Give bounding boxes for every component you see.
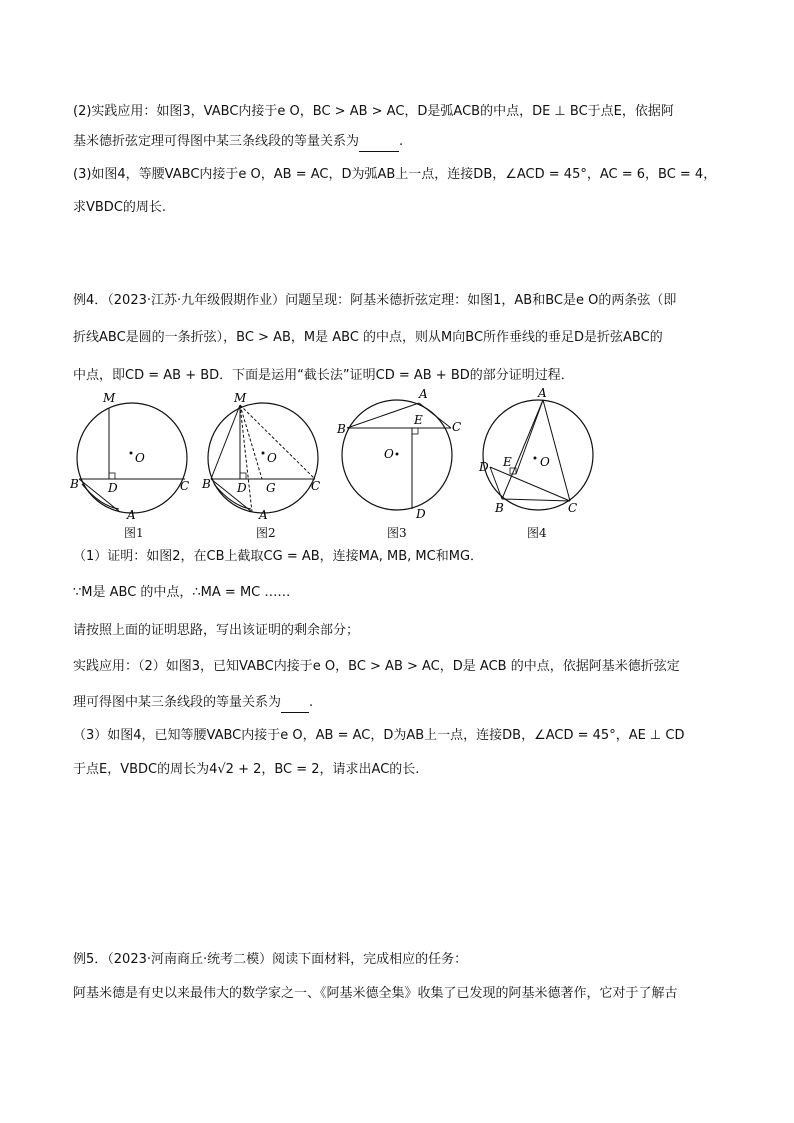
fig3-label-o: O bbox=[384, 447, 394, 461]
example4-practice-line1: 实践应用：（2）如图3，已知VABC内接于e O，BC > AB > AC，D是 ACB 的中点，依据阿基米德折弦定 bbox=[73, 659, 680, 674]
example5-line2: 阿基米德是有史以来最伟大的数学家之一、《阿基米德全集》收集了已发现的阿基米德著作，它对于了解古 bbox=[73, 986, 678, 1001]
fig2-label-g: G bbox=[266, 481, 276, 495]
example4-line2: 折线ABC是圆的一条折弦），BC > AB，M是 ABC 的中点，则从M向BC所作垂线的垂足D是折弦ABC的 bbox=[73, 330, 663, 345]
fig1-label-d: D bbox=[108, 481, 118, 495]
example4-proof-line1: （1）证明：如图2，在CB上截取CG = AB，连接MA, MB, MC和MG． bbox=[73, 549, 484, 564]
example5-line1: 例5．（2023·河南商丘·统考二模）阅读下面材料，完成相应的任务： bbox=[73, 952, 468, 967]
block1-line3: (3)如图4，等腰VABC内接于e O，AB = AC，D为弧AB上一点，连接DB，∠ACD = 45°，AC = 6，BC = 4， bbox=[73, 167, 717, 182]
answer-blank bbox=[359, 133, 399, 152]
fig1-label-b: B bbox=[70, 477, 79, 491]
fig3-label-b: B bbox=[337, 422, 346, 436]
fig3-label-c: C bbox=[452, 420, 462, 434]
example4-practice-line2-end: . bbox=[309, 695, 314, 710]
figure-2 bbox=[201, 391, 320, 522]
fig2-label-c: C bbox=[311, 479, 321, 493]
figures-row bbox=[70, 388, 710, 538]
fig4-label-e: E bbox=[503, 455, 512, 469]
fig3-caption: 图3 bbox=[387, 526, 407, 540]
example4-proof-line3: 请按照上面的证明思路，写出该证明的剩余部分； bbox=[73, 623, 360, 638]
block1-line2-text: 基米德折弦定理可得图中某三条线段的等量关系为 bbox=[73, 134, 360, 149]
fig2-label-d: D bbox=[237, 481, 247, 495]
example4-practice-line2-text: 理可得图中某三条线段的等量关系为 bbox=[73, 695, 282, 710]
example4-q3-line1: （3）如图4，已知等腰VABC内接于e O，AB = AC，D为AB上一点，连接DB，∠ACD = 45°，AE ⊥ CD bbox=[73, 728, 685, 743]
example4-practice-line2 bbox=[73, 694, 313, 713]
figure-3 bbox=[336, 388, 461, 521]
block1-line2-end: . bbox=[399, 134, 404, 149]
fig1-caption: 图1 bbox=[124, 526, 144, 540]
fig4-label-b: B bbox=[495, 501, 504, 515]
fig1-label-m: M bbox=[103, 391, 116, 405]
block1-line2 bbox=[73, 133, 403, 152]
fig3-label-e: E bbox=[414, 413, 423, 427]
fig2-label-m: M bbox=[234, 391, 247, 405]
fig4-label-c: C bbox=[568, 501, 578, 515]
block1-line1: (2)实践应用：如图3，VABC内接于e O，BC > AB > AC，D是弧ACB的中点，DE ⊥ BC于点E，依据阿 bbox=[73, 104, 674, 119]
fig2-label-o: O bbox=[267, 451, 277, 465]
fig2-label-b: B bbox=[202, 477, 211, 491]
fig4-label-d: D bbox=[479, 460, 489, 474]
example4-q3-line2: 于点E，VBDC的周长为4√2 + 2，BC = 2，请求出AC的长. bbox=[73, 762, 420, 777]
fig3-label-a: A bbox=[419, 388, 428, 401]
example4-line3: 中点，即CD = AB + BD．下面是运用“截长法”证明CD = AB + BD的部分证明过程． bbox=[73, 368, 574, 383]
fig3-label-d: D bbox=[416, 507, 426, 521]
fig1-label-o: O bbox=[135, 451, 145, 465]
example4-proof-line2: ∵M是 ABC 的中点，∴MA = MC …… bbox=[73, 585, 291, 600]
fig1-label-a: A bbox=[127, 508, 136, 522]
answer-blank-2 bbox=[281, 694, 309, 713]
fig4-label-a: A bbox=[538, 388, 547, 400]
figure-1 bbox=[70, 391, 189, 522]
block1-line4: 求VBDC的周长. bbox=[73, 200, 167, 215]
fig4-label-o: O bbox=[540, 455, 550, 469]
fig4-caption: 图4 bbox=[527, 526, 547, 540]
fig1-label-c: C bbox=[180, 479, 190, 493]
fig2-caption: 图2 bbox=[256, 526, 276, 540]
figure-4 bbox=[478, 388, 593, 515]
example4-line1: 例4．（2023·江苏·九年级假期作业）问题呈现：阿基米德折弦定理：如图1，AB和BC是e O的两条弦（即 bbox=[73, 293, 677, 308]
fig2-label-a: A bbox=[259, 508, 268, 522]
